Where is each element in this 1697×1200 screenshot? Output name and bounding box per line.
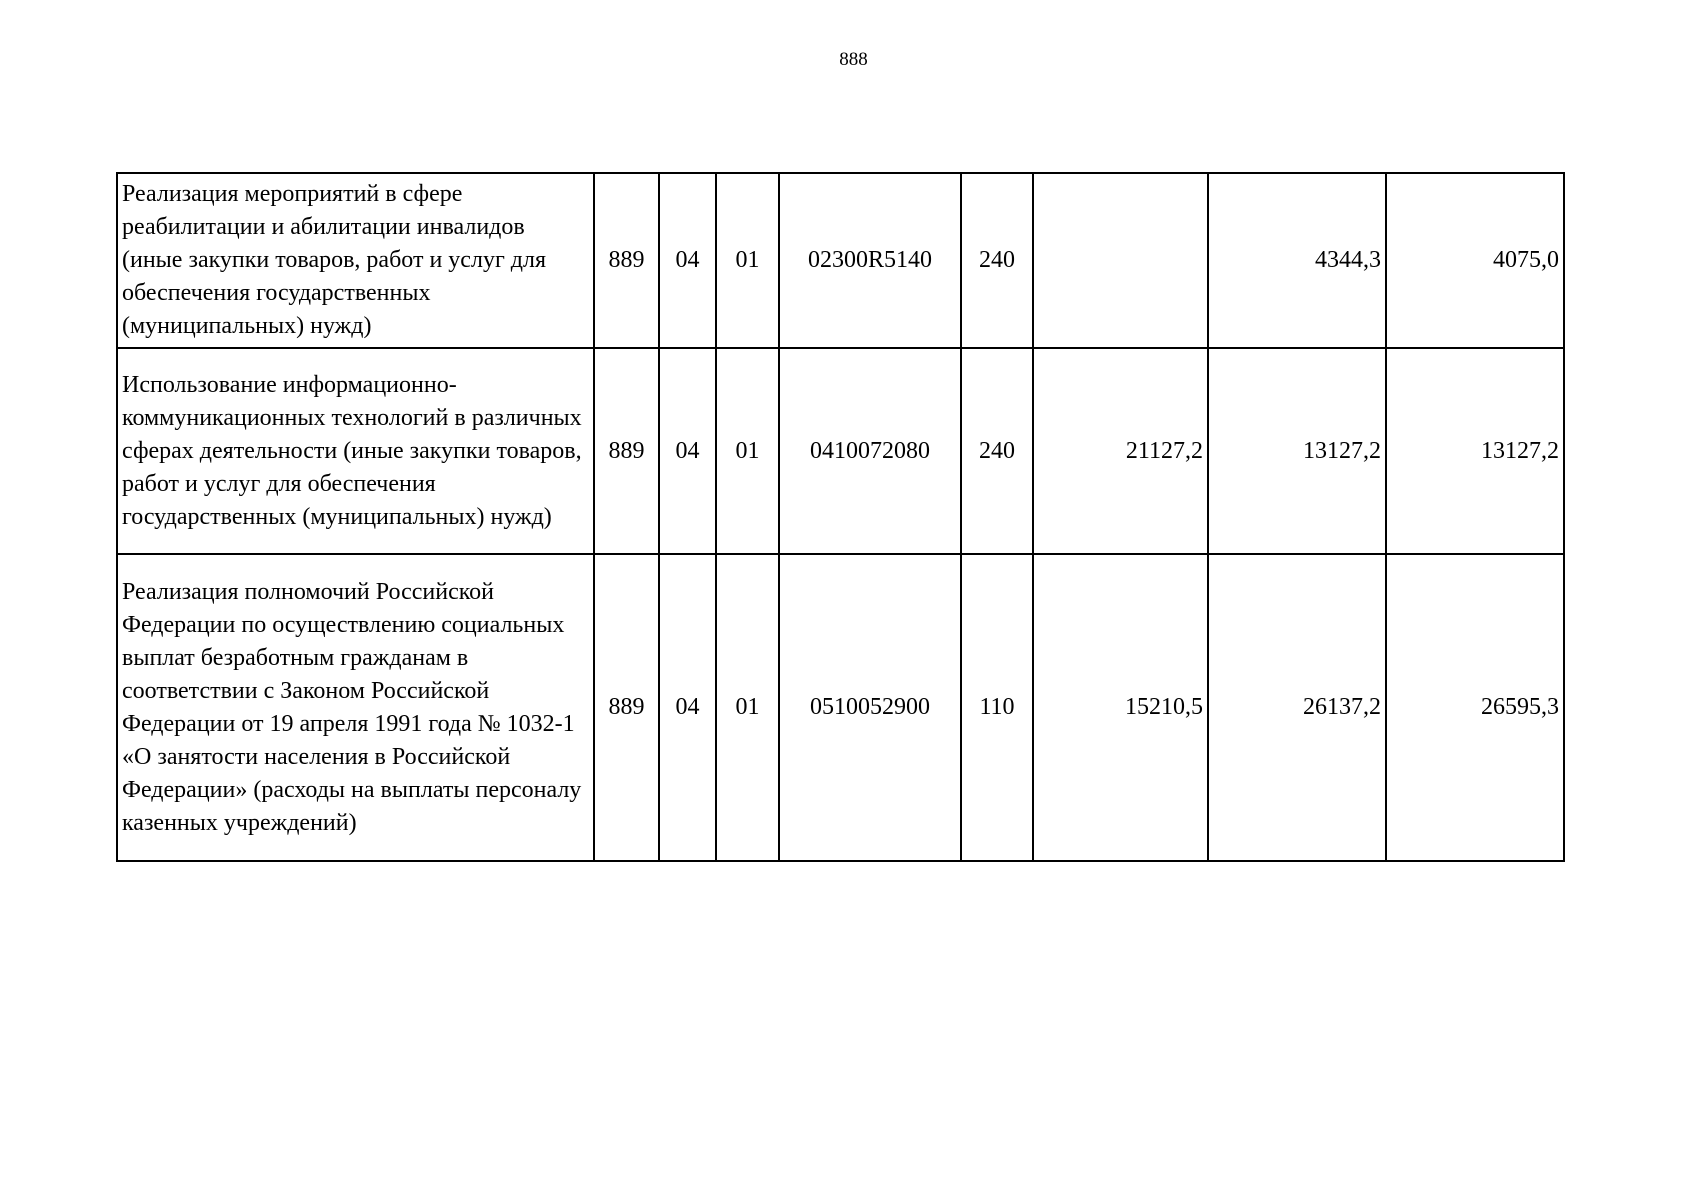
subsection-code-cell: 01 (716, 554, 779, 861)
budget-table (116, 172, 1565, 862)
amount-3-cell: 4075,0 (1386, 173, 1564, 348)
ministry-code-cell: 889 (594, 348, 659, 554)
subsection-code-cell: 01 (716, 173, 779, 348)
target-article-cell: 0510052900 (779, 554, 961, 861)
section-code-cell: 04 (659, 554, 716, 861)
expense-name-cell: Реализация полномочий Российской Федерации по осуществлению социальных выплат безработным гражданам в соответствии с Законом Российской Федерации от 19 апреля 1991 года № 1032-1 «О занятости населения в Российской Федерации» (расходы на выплаты персоналу казенных учреждений) (117, 554, 594, 861)
expense-name-cell: Использование информационно-коммуникационных технологий в различных сферах деятельности (иные закупки товаров, работ и услуг для обеспечения государственных (муниципальных) нужд) (117, 348, 594, 554)
table-row (117, 554, 1564, 861)
subsection-code-cell: 01 (716, 348, 779, 554)
amount-2-cell: 26137,2 (1208, 554, 1386, 861)
amount-1-cell: 15210,5 (1033, 554, 1208, 861)
amount-2-cell: 4344,3 (1208, 173, 1386, 348)
expense-name-cell: Реализация мероприятий в сфере реабилитации и абилитации инвалидов (иные закупки товаров, работ и услуг для обеспечения государственных (муниципальных) нужд) (117, 173, 594, 348)
table-row (117, 173, 1564, 348)
amount-2-cell: 13127,2 (1208, 348, 1386, 554)
amount-1-cell (1033, 173, 1208, 348)
expense-type-cell: 240 (961, 173, 1033, 348)
table-row (117, 348, 1564, 554)
target-article-cell: 02300R5140 (779, 173, 961, 348)
section-code-cell: 04 (659, 173, 716, 348)
amount-3-cell: 13127,2 (1386, 348, 1564, 554)
expense-type-cell: 110 (961, 554, 1033, 861)
ministry-code-cell: 889 (594, 173, 659, 348)
ministry-code-cell: 889 (594, 554, 659, 861)
section-code-cell: 04 (659, 348, 716, 554)
target-article-cell: 0410072080 (779, 348, 961, 554)
page-number: 888 (839, 49, 868, 70)
amount-3-cell: 26595,3 (1386, 554, 1564, 861)
expense-type-cell: 240 (961, 348, 1033, 554)
amount-1-cell: 21127,2 (1033, 348, 1208, 554)
